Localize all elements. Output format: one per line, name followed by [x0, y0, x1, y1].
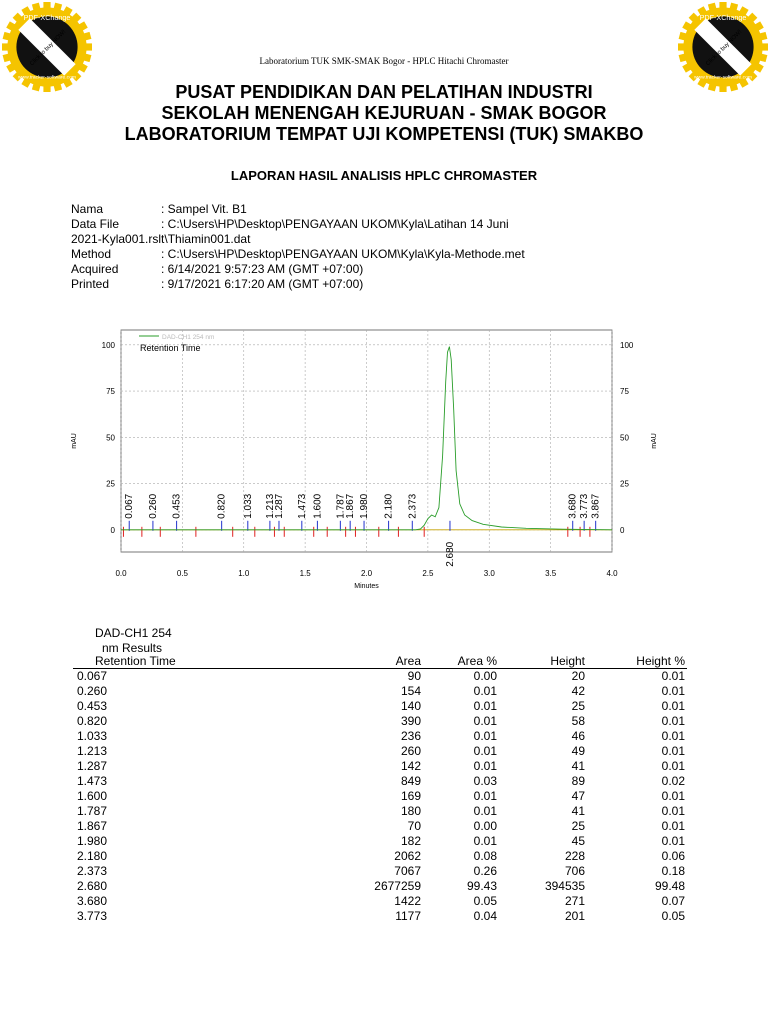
x-tick-label: 1.5 [299, 569, 311, 578]
table-row [73, 669, 687, 685]
cell-height: 25 [571, 699, 585, 713]
peak-label: 0.820 [216, 493, 228, 519]
cell-height-percent: 0.02 [661, 774, 685, 788]
cell-retention-time: 1.287 [77, 759, 108, 773]
column-header-height: Height [550, 654, 585, 668]
cell-area-percent: 0.00 [473, 819, 497, 833]
meta-value: : C:\Users\HP\Desktop\PENGAYAAN UKOM\Kyla\Latihan 14 Juni [161, 217, 509, 231]
cell-retention-time: 1.213 [77, 744, 108, 758]
meta-row-nama [71, 202, 751, 217]
y-tick-label-right: 50 [620, 433, 629, 443]
cell-area: 260 [400, 744, 421, 758]
cell-area-percent: 0.01 [473, 759, 497, 773]
table-body [73, 669, 687, 925]
badge-center-text: Click to buy NOW! [705, 29, 744, 68]
cell-retention-time: 1.033 [77, 729, 108, 743]
cell-area-percent: 0.01 [473, 714, 497, 728]
cell-area: 390 [400, 714, 421, 728]
cell-area: 7067 [394, 864, 421, 878]
peak-label: 1.287 [273, 493, 285, 519]
title-line-1: PUSAT PENDIDIKAN DAN PELATIHAN INDUSTRI [175, 82, 593, 102]
x-tick-label: 2.5 [422, 569, 434, 578]
x-tick-label: 0.0 [115, 569, 127, 578]
badge-center-text: Click to buy NOW! [29, 29, 68, 68]
cell-retention-time: 2.180 [77, 849, 108, 863]
column-header-height-percent: Height % [636, 654, 685, 668]
cell-area: 236 [400, 729, 421, 743]
table-row [73, 909, 687, 924]
cell-height: 89 [571, 774, 585, 788]
cell-height: 49 [571, 744, 585, 758]
results-title-line-2: nm Results [102, 641, 163, 655]
cell-area-percent: 0.00 [473, 669, 497, 683]
cell-retention-time: 1.473 [77, 774, 108, 788]
cell-height: 394535 [544, 879, 585, 893]
cell-height: 42 [571, 684, 585, 698]
results-title [95, 626, 172, 656]
cell-height-percent: 0.01 [661, 834, 685, 848]
cell-area-percent: 0.01 [473, 699, 497, 713]
cell-height-percent: 0.01 [661, 744, 685, 758]
column-header-area-percent: Area % [457, 654, 497, 668]
badge-bottom-text: www.tracker-software.com [18, 75, 76, 81]
cell-height-percent: 0.01 [661, 699, 685, 713]
cell-area: 169 [400, 789, 421, 803]
cell-area: 849 [400, 774, 421, 788]
meta-row-printed [71, 277, 751, 292]
cell-retention-time: 1.600 [77, 789, 108, 803]
cell-retention-time: 2.373 [77, 864, 108, 878]
cell-area: 1177 [395, 909, 421, 923]
pdf-xchange-badge-right[interactable] [678, 2, 768, 92]
cell-height: 706 [564, 864, 585, 878]
cell-height: 20 [571, 669, 585, 683]
cell-area: 154 [400, 684, 421, 698]
table-row [73, 894, 687, 909]
peak-label: 1.787 [335, 493, 347, 519]
cell-retention-time: 1.980 [77, 834, 108, 848]
peak-label: 0.067 [124, 493, 136, 519]
cell-area-percent: 0.01 [473, 684, 497, 698]
table-row [73, 759, 687, 774]
column-header-area: Area [395, 654, 421, 668]
cell-retention-time: 2.680 [77, 879, 108, 893]
badge-bottom-text: www.tracker-software.com [694, 75, 752, 81]
table-row [73, 684, 687, 699]
cell-area-percent: 0.01 [473, 729, 497, 743]
meta-value: : C:\Users\HP\Desktop\PENGAYAAN UKOM\Kyla\Kyla-Methode.met [161, 247, 525, 261]
meta-value: : Sampel Vit. B1 [161, 202, 247, 216]
cell-height: 201 [564, 909, 585, 923]
table-row [73, 729, 687, 744]
cell-height-percent: 0.05 [661, 909, 685, 923]
cell-height: 58 [571, 714, 585, 728]
y-tick-label-left: 25 [106, 479, 115, 489]
cell-height-percent: 0.01 [661, 759, 685, 773]
legend-sublabel: Retention Time [140, 343, 201, 353]
cell-area: 90 [407, 669, 421, 683]
peak-label: 1.033 [242, 493, 254, 519]
table-header-row [73, 654, 687, 669]
meta-label: Acquired [71, 262, 119, 276]
results-table [73, 654, 687, 924]
peak-label: 0.260 [147, 493, 159, 519]
x-tick-label: 1.0 [238, 569, 250, 578]
y-tick-label-right: 0 [620, 525, 625, 535]
y-tick-label-right: 100 [620, 340, 634, 350]
meta-row-method [71, 247, 751, 262]
cell-area: 142 [400, 759, 421, 773]
cell-retention-time: 1.787 [77, 804, 108, 818]
cell-area: 180 [400, 804, 421, 818]
cell-retention-time: 3.680 [77, 894, 108, 908]
peak-label: 1.867 [345, 493, 357, 519]
y-tick-label-left: 50 [106, 433, 115, 443]
peak-label: 1.600 [312, 493, 324, 519]
cell-area-percent: 0.01 [473, 789, 497, 803]
cell-area-percent: 0.26 [473, 864, 497, 878]
cell-retention-time: 0.820 [77, 714, 108, 728]
y-axis-label-left: mAU [71, 433, 78, 449]
cell-height-percent: 0.07 [661, 894, 685, 908]
cell-area-percent: 99.43 [466, 879, 497, 893]
report-title: LAPORAN HASIL ANALISIS HPLC CHROMASTER [230, 168, 538, 183]
table-row [73, 744, 687, 759]
cell-area-percent: 0.01 [473, 804, 497, 818]
cell-height: 41 [571, 804, 585, 818]
cell-height: 25 [571, 819, 585, 833]
peak-label: 2.680 [444, 541, 456, 567]
x-tick-label: 3.5 [545, 569, 557, 578]
cell-retention-time: 0.067 [77, 669, 108, 683]
cell-height-percent: 0.01 [661, 819, 685, 833]
cell-height: 45 [571, 834, 585, 848]
badge-top-text: PDF-XChange [23, 13, 71, 22]
running-header: Laboratorium TUK SMK-SMAK Bogor - HPLC Hitachi Chromaster [259, 56, 509, 66]
peak-label: 2.180 [383, 493, 395, 519]
table-row [73, 849, 687, 864]
cell-area-percent: 0.01 [473, 834, 497, 848]
x-tick-label: 4.0 [606, 569, 618, 578]
meta-row-data-file [71, 217, 751, 232]
badge-top-text: PDF-XChange [699, 13, 747, 22]
cell-area: 70 [407, 819, 421, 833]
y-tick-label-left: 75 [106, 387, 115, 397]
y-tick-label-right: 75 [620, 387, 629, 397]
meta-data-file-continuation: 2021-Kyla001.rslt\Thiamin001.dat [71, 232, 251, 246]
cell-area-percent: 0.08 [473, 849, 497, 863]
peak-label: 1.980 [359, 493, 371, 519]
cell-height: 47 [571, 789, 585, 803]
cell-retention-time: 0.260 [77, 684, 108, 698]
y-tick-label-left: 0 [110, 525, 115, 535]
cell-height-percent: 0.18 [661, 864, 685, 878]
cell-area: 1422 [394, 894, 421, 908]
table-row [73, 879, 687, 894]
cell-height-percent: 99.48 [654, 879, 685, 893]
peak-label: 1.473 [296, 493, 308, 519]
cell-area: 2677259 [374, 879, 421, 893]
sample-info [71, 202, 751, 292]
institution-titles [0, 82, 768, 145]
x-axis-label: Minutes [354, 583, 379, 590]
table-row [73, 864, 687, 879]
cell-height: 46 [571, 729, 585, 743]
legend-entry: DAD-CH1 254 nm [162, 334, 215, 341]
cell-height-percent: 0.01 [661, 804, 685, 818]
table-row [73, 834, 687, 849]
table-row [73, 804, 687, 819]
cell-area-percent: 0.03 [473, 774, 497, 788]
x-tick-label: 0.5 [176, 569, 188, 578]
table-row [73, 789, 687, 804]
y-axis-label-right: mAU [651, 433, 658, 449]
meta-label: Method [71, 247, 112, 261]
peak-label: 1.213 [264, 493, 276, 519]
x-tick-label: 3.0 [483, 569, 495, 578]
peak-label: 2.373 [407, 493, 419, 519]
cell-retention-time: 3.773 [77, 909, 108, 923]
cell-area: 2062 [394, 849, 421, 863]
cell-height: 228 [564, 849, 585, 863]
meta-label: Data File [71, 217, 120, 231]
cell-area-percent: 0.04 [473, 909, 497, 923]
cell-height-percent: 0.01 [661, 729, 685, 743]
cell-height: 271 [564, 894, 585, 908]
meta-value: : 9/17/2021 6:17:20 AM (GMT +07:00) [161, 277, 364, 291]
cell-height-percent: 0.01 [661, 684, 685, 698]
x-tick-label: 2.0 [360, 569, 373, 578]
cell-height: 41 [571, 759, 585, 773]
results-title-line-1: DAD-CH1 254 [95, 626, 172, 640]
cell-height-percent: 0.01 [661, 669, 685, 683]
y-tick-label-right: 25 [620, 479, 629, 489]
peak-label: 3.680 [567, 493, 579, 519]
column-header-retention-time: Retention Time [95, 654, 176, 668]
meta-label: Printed [71, 277, 110, 291]
peak-label: 0.453 [171, 493, 183, 519]
peak-label: 3.867 [590, 493, 602, 519]
table-row [73, 774, 687, 789]
cell-area-percent: 0.05 [473, 894, 497, 908]
table-row [73, 699, 687, 714]
cell-area: 182 [400, 834, 421, 848]
cell-area: 140 [400, 699, 421, 713]
cell-area-percent: 0.01 [473, 744, 497, 758]
meta-row-acquired [71, 262, 751, 277]
pdf-xchange-badge-left[interactable] [2, 2, 92, 92]
y-tick-label-left: 100 [101, 340, 115, 350]
meta-value: : 6/14/2021 9:57:23 AM (GMT +07:00) [161, 262, 364, 276]
table-row [73, 714, 687, 729]
cell-retention-time: 1.867 [77, 819, 108, 833]
cell-height-percent: 0.01 [661, 789, 685, 803]
meta-label: Nama [71, 202, 104, 216]
cell-height-percent: 0.06 [661, 849, 685, 863]
title-line-3: LABORATORIUM TEMPAT UJI KOMPETENSI (TUK) SMAKBO [124, 124, 644, 144]
table-row [73, 819, 687, 834]
title-line-2: SEKOLAH MENENGAH KEJURUAN - SMAK BOGOR [161, 103, 607, 123]
cell-height-percent: 0.01 [661, 714, 685, 728]
peak-label: 3.773 [579, 493, 591, 519]
cell-retention-time: 0.453 [77, 699, 108, 713]
chromatogram-chart [60, 318, 660, 598]
